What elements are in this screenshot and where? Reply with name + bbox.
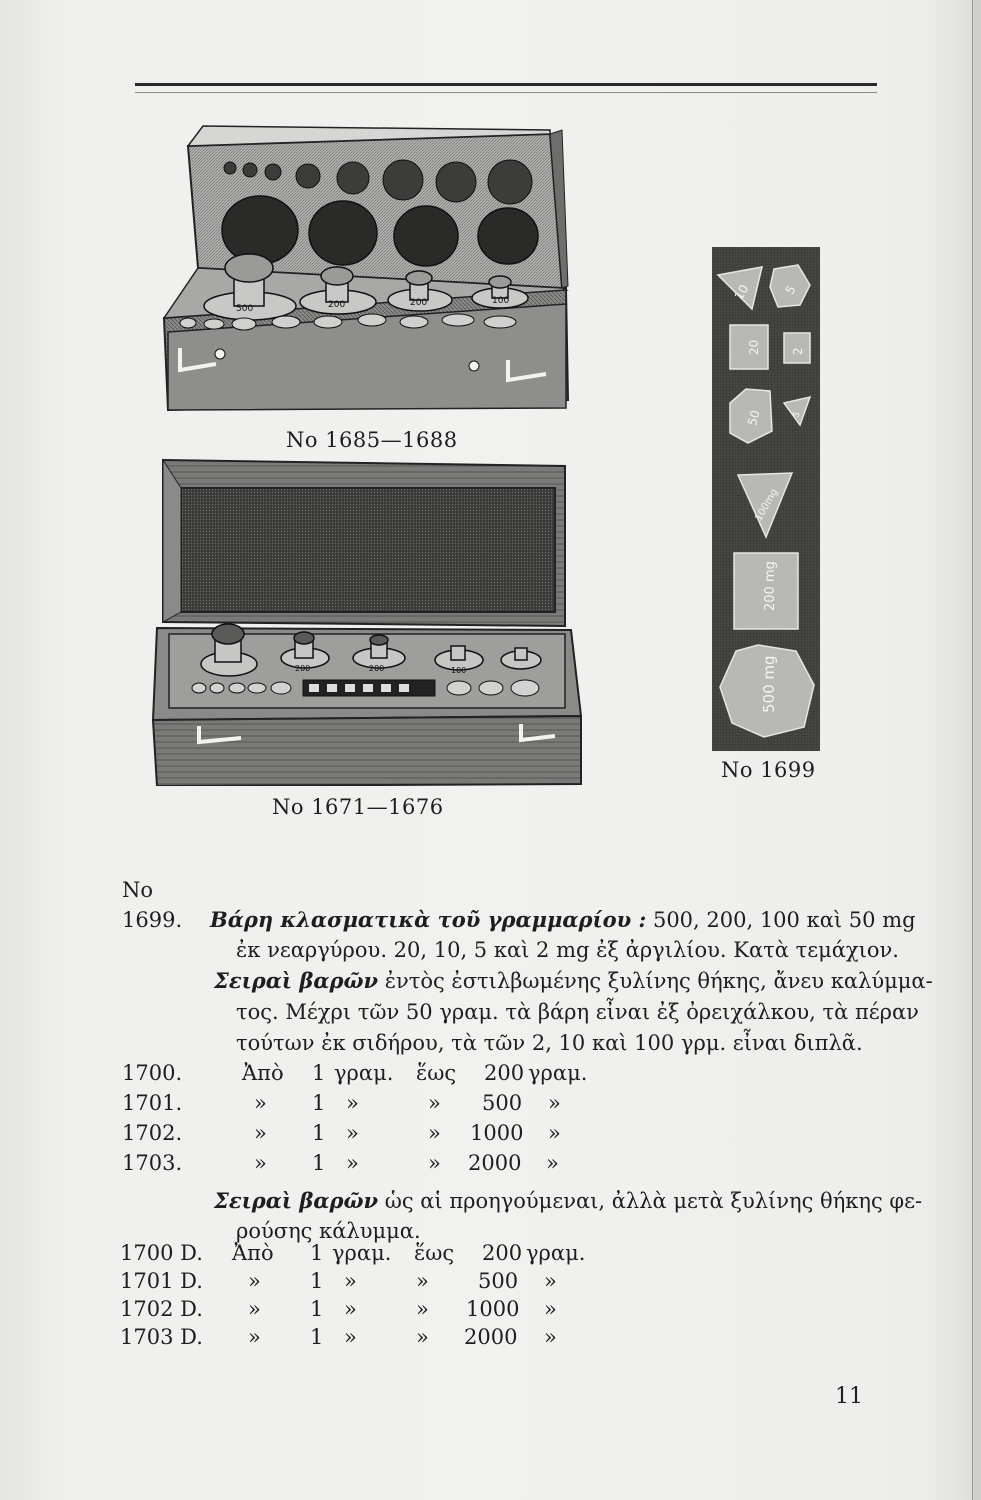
weight-case-illustration-1671: [145, 458, 585, 786]
row-unit: »: [344, 1297, 357, 1321]
row-unit: »: [344, 1269, 357, 1293]
entry-text: ὡς αἱ προηγούμεναι, ἀλλὰ μετὰ ξυλίνης θήκης φε-: [378, 1189, 923, 1213]
weight-label: 200: [328, 300, 346, 310]
weight-label: 100: [451, 666, 467, 675]
row-max: 2000: [468, 1151, 522, 1175]
weight-label: 5: [782, 283, 799, 297]
entry-line: [214, 966, 933, 996]
entry-lead: Σειραὶ βαρῶν: [214, 1188, 379, 1213]
weight-label: 500: [236, 304, 254, 314]
row-from: »: [248, 1325, 261, 1349]
row-max: 200: [482, 1241, 523, 1265]
weight-box-illustration-1685: [158, 118, 570, 428]
row-unit2: »: [548, 1091, 561, 1115]
row-to: »: [416, 1325, 429, 1349]
row-to: ἕως: [416, 1061, 457, 1085]
figure-caption-1699: No 1699: [721, 758, 816, 782]
entry-line: [210, 905, 916, 935]
row-number: 1700 D.: [120, 1241, 203, 1265]
row-max: 200: [484, 1061, 525, 1085]
row-unit2: »: [544, 1325, 557, 1349]
entry-text: ἐντὸς ἐστιλβωμένης ξυλίνης θήκης, ἄνευ καλύμμα-: [378, 969, 933, 993]
entry-lead: Σειραὶ βαρῶν: [214, 968, 379, 993]
row-to: »: [416, 1297, 429, 1321]
row-number: 1702.: [122, 1121, 183, 1145]
row-qty: 1: [312, 1091, 326, 1115]
row-to: »: [428, 1151, 441, 1175]
row-qty: 1: [312, 1061, 326, 1085]
row-unit2: γραμ.: [526, 1241, 586, 1265]
row-qty: 1: [312, 1151, 326, 1175]
weight-label: 100: [492, 296, 510, 306]
row-qty: 1: [310, 1297, 324, 1321]
entry-line: [214, 1186, 922, 1216]
fractional-weights-illustration-1699: [712, 247, 820, 751]
figure-caption-1671: No 1671—1676: [272, 795, 444, 819]
row-unit2: »: [548, 1121, 561, 1145]
weight-label: 20: [747, 339, 761, 355]
weight-label: 500 mg: [760, 655, 778, 713]
entry-lead: Βάρη κλασματικὰ τοῦ γραμμαρίου :: [210, 907, 647, 932]
entry-line: [236, 997, 919, 1027]
no-heading: No: [122, 878, 154, 902]
page-edge: [972, 0, 981, 1500]
entry-text: ρούσης κάλυμμα.: [236, 1219, 421, 1243]
row-unit2: »: [544, 1269, 557, 1293]
weight-label: 10: [731, 282, 752, 303]
weight-label: 100mg: [753, 487, 781, 524]
row-to: ἕως: [414, 1241, 455, 1265]
row-number: 1703 D.: [120, 1325, 203, 1349]
entry-line: [236, 1028, 863, 1058]
row-unit: »: [346, 1151, 359, 1175]
row-max: 1000: [466, 1297, 520, 1321]
page-number: 11: [835, 1384, 863, 1409]
weight-label: 200: [369, 664, 385, 673]
weight-label: 50: [745, 408, 763, 428]
row-unit2: γραμ.: [528, 1061, 588, 1085]
row-number: 1701.: [122, 1091, 183, 1115]
row-max: 2000: [464, 1325, 518, 1349]
row-max: 500: [482, 1091, 523, 1115]
entry-number: 1699.: [122, 908, 183, 932]
row-unit2: »: [546, 1151, 559, 1175]
row-qty: 1: [310, 1325, 324, 1349]
row-from: Ἀπὸ: [242, 1061, 284, 1085]
row-unit: γραμ.: [332, 1241, 392, 1265]
weight-label: 200: [295, 664, 311, 673]
row-to: »: [428, 1091, 441, 1115]
row-number: 1701 D.: [120, 1269, 203, 1293]
figure-caption-1685: No 1685—1688: [286, 428, 458, 452]
row-from: »: [248, 1269, 261, 1293]
header-rule-thin: [135, 92, 877, 93]
row-unit: »: [346, 1121, 359, 1145]
row-from: »: [248, 1297, 261, 1321]
row-unit2: »: [544, 1297, 557, 1321]
row-max: 500: [478, 1269, 519, 1293]
row-number: 1700.: [122, 1061, 183, 1085]
weight-label: 200 mg: [763, 561, 778, 611]
row-from: »: [254, 1121, 267, 1145]
row-number: 1703.: [122, 1151, 183, 1175]
row-unit: γραμ.: [334, 1061, 394, 1085]
entry-text: τούτων ἐκ σιδήρου, τὰ τῶν 2, 10 καὶ 100 γρμ. εἶναι διπλᾶ.: [236, 1031, 863, 1055]
weight-label: 5: [791, 409, 803, 420]
weight-label: 2: [791, 347, 805, 355]
row-to: »: [416, 1269, 429, 1293]
entry-text: ἐκ νεαργύρου. 20, 10, 5 καὶ 2 mg ἐξ ἀργιλίου. Κατὰ τεμάχιον.: [236, 938, 899, 962]
row-from: Ἀπὸ: [232, 1241, 274, 1265]
row-max: 1000: [470, 1121, 524, 1145]
row-unit: »: [346, 1091, 359, 1115]
row-from: »: [254, 1091, 267, 1115]
entry-text: 500, 200, 100 καὶ 50 mg: [646, 908, 916, 932]
weight-label: 200: [410, 298, 428, 308]
entry-line: [236, 935, 899, 965]
row-to: »: [428, 1121, 441, 1145]
row-qty: 1: [310, 1269, 324, 1293]
row-number: 1702 D.: [120, 1297, 203, 1321]
entry-text: τος. Μέχρι τῶν 50 γραμ. τὰ βάρη εἶναι ἐξ ὀρειχάλκου, τὰ πέραν: [236, 1000, 919, 1024]
row-qty: 1: [312, 1121, 326, 1145]
header-rule: [135, 83, 877, 86]
row-unit: »: [344, 1325, 357, 1349]
row-qty: 1: [310, 1241, 324, 1265]
row-from: »: [254, 1151, 267, 1175]
